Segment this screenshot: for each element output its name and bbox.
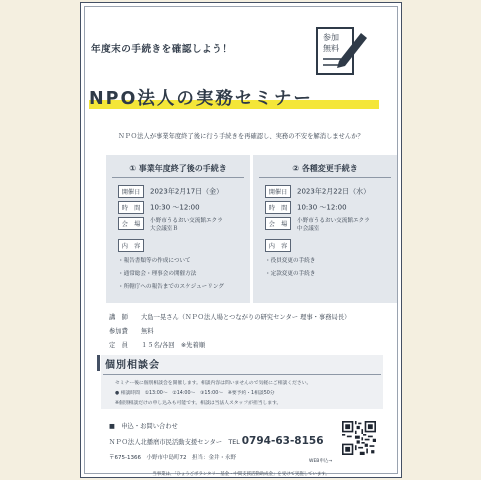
tel-label: TEL [228,439,240,446]
consultation-box [101,355,383,409]
flyer-subtitle: 年度末の手続きを確認しよう！ [91,44,233,55]
consultation-note: ※個別相談だけの申し込みも可能です。相談は当法人スタッフが担当します。 [115,401,282,406]
venue-tag: 会 場 [118,217,144,230]
venue-line: 小野市うるおい交流館エクラ [297,218,370,224]
capacity-label: 定 員 [109,342,128,349]
session-venue-row [265,217,370,233]
free-entry-pencil-icon [309,25,369,79]
list-item: ・所轄庁への報告までのスケジューリング [118,284,224,290]
venue-line: 小野市うるおい交流館エクラ [150,218,223,224]
divider [259,177,391,178]
web-apply-label: WEB申込→ [309,459,333,464]
date-tag: 開催日 [265,185,291,198]
session-content-list [265,255,315,281]
fee-label: 参加費 [109,328,128,335]
session-card-1 [106,155,250,303]
list-item: ・定款変更の手続き [265,271,316,277]
session-venue-row [118,217,223,233]
session-date-row [265,185,370,198]
date-tag: 開催日 [118,185,144,198]
divider [103,374,381,375]
session-time: 10:30 ～12:00 [150,203,200,212]
session-content-row [118,239,150,252]
session-time-row [265,201,347,214]
capacity-value: １５名/各回 ※先着順 [141,342,206,349]
list-item: ・通常総会・理事会の開催方法 [118,271,197,277]
contact-address: 〒675-1366 小野市中島町72 担当：金井・永野 [109,455,236,461]
session-venue [150,217,223,233]
session-card-2 [253,155,397,303]
session-date: 2023年2月22日（水） [297,187,371,196]
lecturer-value: 大島一晃さん（ＮＰＯ法人場とつながりの研究センター 理事・事務局長） [141,314,351,321]
footer-note: 当事業は、「ひょうごボランタリー基金・中間支援活動助成金」を受けて実施しています。 [152,472,330,477]
fee-row [109,326,154,335]
contact-org: ＮＰＯ法人北播磨市民活動支援センター [109,439,223,446]
consultation-accent-bar [97,355,100,371]
list-item: ・役員変更の手続き [265,258,316,264]
flyer-title: NPO法人の実務セミナー [89,89,313,109]
session-time: 10:30 ～12:00 [297,203,347,212]
fee-value: 無料 [141,328,154,335]
divider [112,177,244,178]
session-title: ② 各種変更手続き [292,164,358,173]
consultation-times: ● 相談時間 ①13:00～ ②14:00～ ③15:00～ ※要予約・1相談50分 [115,391,275,396]
lecturer-row [109,312,350,321]
lead-text: ＮＰＯ法人が事業年度終了後に行う手続きを再確認し、実務の不安を解消しませんか？ [118,133,364,140]
consultation-title: 個別相談会 [105,360,160,371]
time-tag: 時 間 [265,201,291,214]
session-date-row [118,185,223,198]
venue-line: 中会議室 [297,226,320,232]
qr-code-icon[interactable] [342,421,376,455]
session-content-row [265,239,297,252]
flyer-inner-border [84,6,398,477]
seminar-flyer [80,2,402,478]
contact-org-row [109,435,324,447]
session-content-list [118,255,224,294]
venue-line: 大会議室Ｂ [150,226,178,232]
session-venue [297,217,370,233]
content-tag: 内 容 [265,239,291,252]
lecturer-label: 講 師 [109,314,128,321]
venue-tag: 会 場 [265,217,291,230]
contact-phone: 0794-63-8156 [241,435,324,447]
time-tag: 時 間 [118,201,144,214]
flyer-header [85,7,397,123]
session-date: 2023年2月17日（金） [150,187,224,196]
stamp-text-2: 無料 [323,44,339,53]
session-title: ① 事業年度終了後の手続き [129,164,227,173]
capacity-row [109,340,205,349]
consultation-text: セミナー後に個別相談会を開催します。相談内容は問いませんので気軽にご相談ください。 [115,381,312,386]
list-item: ・報告書類等の作成について [118,258,191,264]
stamp-text-1: 参加 [323,33,339,42]
session-time-row [118,201,200,214]
contact-heading: ■ 申込・お問い合わせ [109,423,178,430]
content-tag: 内 容 [118,239,144,252]
